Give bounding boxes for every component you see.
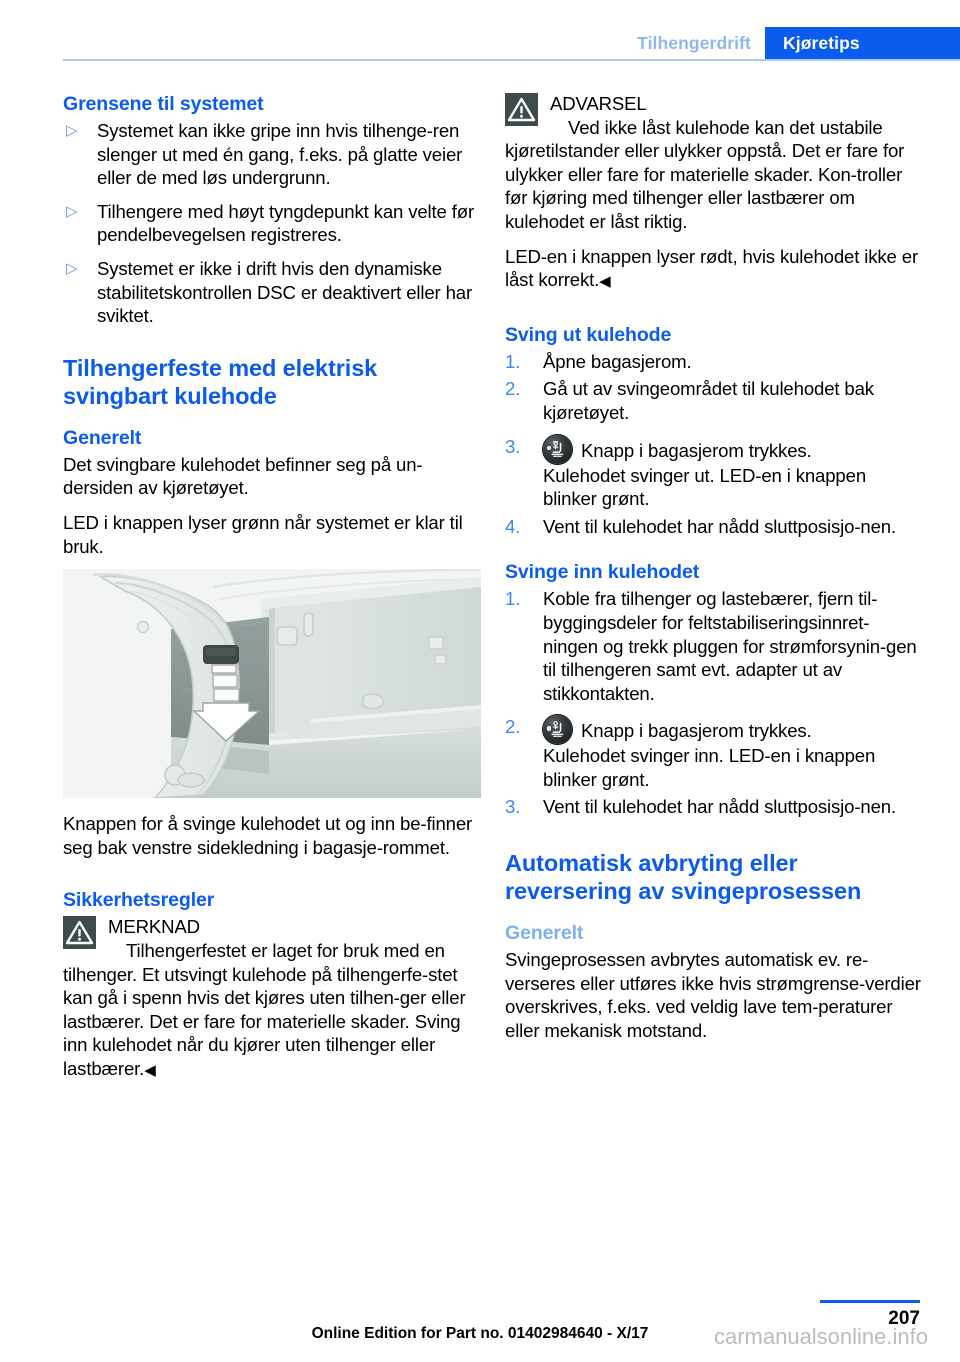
towbar-button-icon — [543, 715, 572, 744]
spacer — [505, 823, 923, 849]
swing-in-steps-list — [505, 587, 923, 819]
note-title: MERKNAD — [108, 916, 200, 938]
step-number: 2. — [505, 716, 521, 738]
spacer — [505, 305, 923, 323]
edition-notice: Online Edition for Part no. 01402984640 - X/17 — [311, 1325, 649, 1342]
step-number: 4. — [505, 515, 521, 537]
step-number: 1. — [505, 350, 521, 372]
right-column — [505, 92, 923, 1053]
step-number: 3. — [505, 796, 521, 818]
watermark: carmanualsonline.info — [713, 1324, 928, 1349]
end-mark: ◀ — [144, 1061, 156, 1079]
end-mark: ◀ — [599, 273, 611, 291]
heading-sikkerhetsregler: Sikkerhetsregler — [63, 889, 215, 912]
content-columns — [63, 92, 923, 1093]
paragraph-general-2: LED i knappen lyser grønn når systemet er klar til bruk. — [63, 511, 463, 557]
list-item-text: Tilhengere med høyt tyngdepunkt kan velte før pendelbevegelsen registreres. — [97, 200, 475, 246]
step-text: Vent til kulehodet har nådd sluttposisjo-nen. — [543, 796, 896, 818]
list-item-text: Systemet kan ikke gripe inn hvis tilhenge-ren slenger ut med én gang, f.eks. på glatte veier eller de med løs undergrunn. — [97, 120, 463, 189]
footer-divider — [820, 1300, 920, 1303]
swing-out-steps-list — [505, 350, 923, 539]
breadcrumb-chapter: Tilhengerdrift — [637, 32, 751, 53]
step-number: 2. — [505, 378, 521, 400]
note-block-merknad — [63, 915, 481, 1082]
step-text: Gå ut av svingeområdet til kulehodet bak kjøretøyet. — [543, 378, 874, 423]
step-text: Koble fra tilhenger og lastebærer, fjern til-byggingsdeler for feltstabiliseringsinnret-ningen og trekk pluggen for strømforsynin-gen til tilhengeren samt evt. adapter ut av stikkontakten. — [543, 588, 917, 704]
list-item — [505, 587, 923, 705]
page-footer — [0, 1290, 960, 1362]
heading-grensene-til-systemet: Grensene til systemet — [63, 93, 264, 115]
step-text: Knapp i bagasjerom trykkes. — [581, 720, 812, 742]
list-item — [505, 795, 923, 819]
paragraph-auto-abort: Svingeprosessen avbrytes automatisk ev. re-verseres eller utføres ikke hvis strømgrense-verdier overskrives, f.eks. ved veldig lave tem-peraturer eller mekanisk motstand. — [505, 949, 921, 1041]
paragraph-general-1: Det svingbare kulehodet befinner seg på un-dersiden av kjøretøyet. — [63, 453, 423, 499]
warning-triangle-icon — [505, 93, 538, 126]
warning-title: ADVARSEL — [550, 93, 647, 114]
step-subtext: Kulehodet svinger ut. LED-en i knappen blinker grønt. — [543, 464, 867, 510]
warning-paragraph-2-text: LED-en i knappen lyser rødt, hvis kulehodet ikke er låst korrekt. — [505, 245, 918, 291]
list-item — [505, 435, 923, 511]
list-item — [505, 715, 923, 791]
section-tab-kjoretips: Kjøretips — [765, 27, 960, 59]
warning-body: Ved ikke låst kulehode kan det ustabile kjøretilstander eller ulykker oppstå. Det er fare for ulykker eller fare for materielle skader. Kon-troller før kjøring med tilhenger eller lastbærer om kulehodet er låst riktig. — [505, 116, 905, 232]
step-text: Vent til kulehodet har nådd sluttposisjo-nen. — [543, 515, 896, 537]
page-number: 207 — [888, 1308, 920, 1329]
heading-svinge-inn-kulehodet: Svinge inn kulehodet — [505, 561, 700, 584]
warning-block-advarsel — [505, 92, 923, 234]
step-text: Knapp i bagasjerom trykkes. — [581, 439, 812, 461]
triangle-bullet-icon: ▷ — [66, 259, 78, 277]
heading-generelt-right: Generelt — [505, 922, 584, 945]
spacer — [63, 414, 481, 426]
heading-sving-ut-kulehode: Sving ut kulehode — [505, 323, 672, 346]
step-subtext: Kulehodet svinger inn. LED-en i knappen blinker grønt. — [543, 745, 876, 790]
spacer — [63, 328, 481, 354]
towbar-button-icon — [543, 435, 572, 464]
list-item-text: Systemet er ikke i drift hvis den dynamiske stabilitetskontrollen DSC er deaktivert eller har sviktet. — [97, 257, 473, 327]
note-body: Tilhengerfestet er laget for bruk med en tilhenger. Et utsvingt kulehode på tilhengerfe-stet kan gå i spenn hvis det kjøres uten tilhen-ger eller lastbærer. Det er fare for materielle skader. Sving inn kulehodet når du kjører uten tilhenger eller lastbærer. — [63, 939, 466, 1079]
list-item — [505, 515, 923, 539]
spacer — [505, 542, 923, 560]
list-item — [63, 200, 481, 247]
list-item — [63, 257, 481, 328]
header-divider — [63, 59, 960, 61]
left-column — [63, 92, 481, 1093]
trunk-interior-button-illustration — [63, 569, 481, 798]
heading-generelt-left: Generelt — [63, 426, 142, 449]
spacer — [505, 909, 923, 921]
spacer — [63, 870, 481, 888]
heading-automatisk-avbryting: Automatisk avbryting eller reversering av svingeprosessen — [505, 850, 862, 905]
list-item — [505, 377, 923, 424]
warning-paragraph-2 — [505, 245, 923, 294]
step-text: Åpne bagasjerom. — [543, 350, 692, 372]
triangle-bullet-icon: ▷ — [66, 202, 78, 220]
triangle-bullet-icon: ▷ — [66, 122, 78, 139]
step-number: 1. — [505, 588, 521, 610]
list-item — [505, 350, 923, 374]
step-number: 3. — [505, 435, 521, 457]
illustration-caption: Knappen for å svinge kulehodet ut og inn be-finner seg bak venstre sidekledning i bagasje-rommet. — [63, 813, 473, 858]
warning-triangle-icon — [63, 916, 96, 949]
heading-tilhengerfeste: Tilhengerfeste med elektrisk svingbart kulehode — [63, 354, 378, 409]
system-limits-list — [63, 119, 481, 328]
page-header — [0, 27, 960, 61]
list-item — [63, 119, 481, 190]
